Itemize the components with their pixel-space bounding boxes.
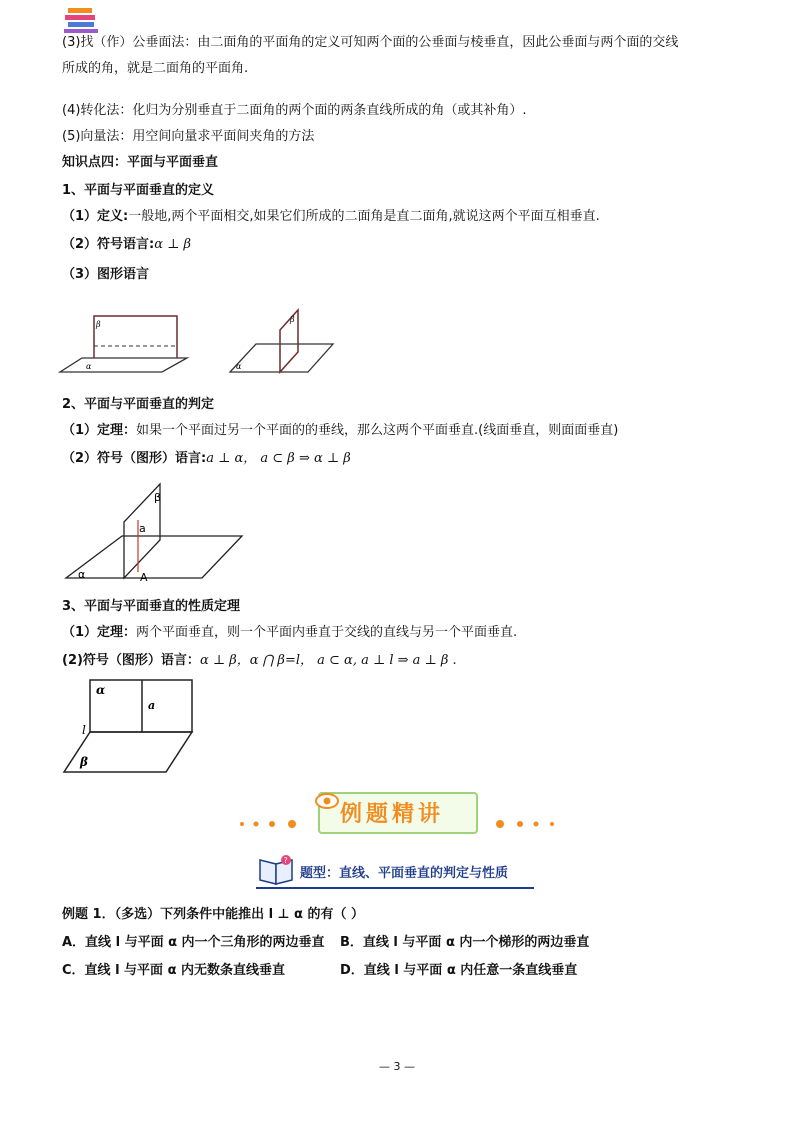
symbol-line: (2)符号（图形）语言：α ⊥ β，α ⋂ β=l， a ⊂ α, a ⊥ l ⇒ a ⊥ β . xyxy=(62,653,457,668)
section-heading: 知识点四：平面与平面垂直 xyxy=(62,155,219,170)
label-alpha: α xyxy=(236,362,242,371)
label-l: l xyxy=(82,723,86,737)
label-alpha: α xyxy=(86,362,92,371)
label-a: a xyxy=(148,699,156,712)
label-beta: β xyxy=(80,755,88,769)
text-line: (4)转化法：化归为分别垂直于二面角的两个面的两条直线所成的角（或其补角）. xyxy=(62,103,527,118)
symbol-line: （2）符号语言:α ⊥ β xyxy=(62,237,192,252)
theorem-line: （1）定理：两个平面垂直，则一个平面内垂直于交线的直线与另一个平面垂直. xyxy=(62,625,518,640)
label-beta: β xyxy=(96,320,101,329)
open-book-icon xyxy=(256,852,296,886)
page-number: — 3 — xyxy=(379,1060,415,1073)
example-stem: 例题 1．（多选）下列条件中能推出 l ⊥ α 的有（ ） xyxy=(62,907,364,922)
figure-perpendicular-planes-4 xyxy=(62,678,202,778)
topic-underline xyxy=(256,887,534,889)
label-A: A xyxy=(140,571,148,584)
text-line: (3)找（作）公垂面法：由二面角的平面角的定义可知两个面的公垂面与棱垂直，因此公垂面与两个面的交线 xyxy=(62,35,679,50)
figure-perpendicular-planes-2 xyxy=(228,308,338,378)
label-beta: β xyxy=(154,491,162,504)
figure-heading: （3）图形语言 xyxy=(62,267,150,282)
definition-line: （1）定义:一般地,两个平面相交,如果它们所成的二面角是直二面角,就说这两个平面互相垂直. xyxy=(62,209,600,224)
subsection-heading: 2、平面与平面垂直的判定 xyxy=(62,397,215,412)
subsection-heading: 1、平面与平面垂直的定义 xyxy=(62,183,215,198)
example-banner xyxy=(236,788,566,838)
text-line: (5)向量法：用空间向量求平面间夹角的方法 xyxy=(62,129,315,144)
option-b: B．直线 l 与平面 α 内一个梯形的两边垂直 xyxy=(340,935,590,950)
label-beta: β xyxy=(290,315,295,324)
topic-title: 题型：直线、平面垂直的判定与性质 xyxy=(300,866,509,881)
text-line: 所成的角，就是二面角的平面角. xyxy=(62,61,249,76)
option-a: A．直线 l 与平面 α 内一个三角形的两边垂直 xyxy=(62,935,325,950)
label-a: a xyxy=(139,522,146,535)
option-d: D．直线 l 与平面 α 内任意一条直线垂直 xyxy=(340,963,578,978)
books-logo-icon xyxy=(62,6,102,36)
eye-icon xyxy=(314,792,340,810)
theorem-line: （1）定理：如果一个平面过另一个平面的的垂线，那么这两个平面垂直.(线面垂直，则面面垂直) xyxy=(62,423,619,438)
option-c: C．直线 l 与平面 α 内无数条直线垂直 xyxy=(62,963,286,978)
banner-title: 例题精讲 xyxy=(340,802,445,827)
label-alpha: α xyxy=(96,683,106,697)
figure-perpendicular-planes-1 xyxy=(62,310,202,380)
symbol-line: （2）符号（图形）语言:a ⊥ α， a ⊂ β ⇒ α ⊥ β xyxy=(62,451,351,466)
subsection-heading: 3、平面与平面垂直的性质定理 xyxy=(62,599,241,614)
question-mark: ? xyxy=(283,856,288,865)
figure-perpendicular-planes-3 xyxy=(62,480,252,582)
label-alpha: α xyxy=(78,568,86,581)
